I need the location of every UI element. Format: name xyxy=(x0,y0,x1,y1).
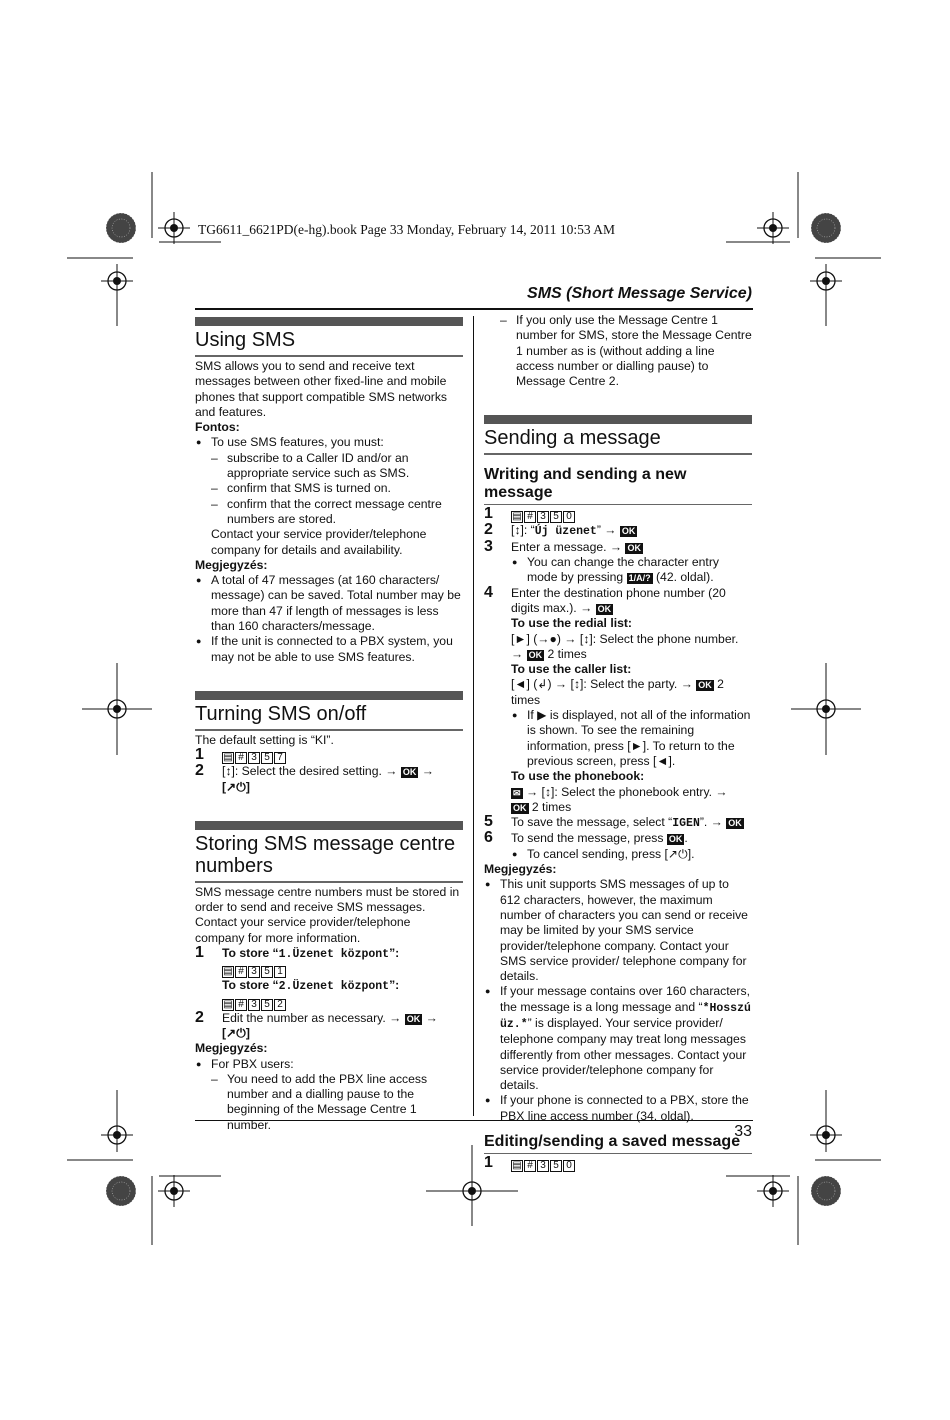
ok-key: OK xyxy=(402,767,417,778)
list-item: – subscribe to a Caller ID and/or an appropriate service such as SMS. xyxy=(195,451,463,482)
section-bar xyxy=(195,691,463,700)
column-divider xyxy=(473,316,474,1116)
step: 1 ▤ # 3 5 7 xyxy=(195,748,463,764)
left-column xyxy=(195,317,463,1133)
contact-text: Contact your service provider/telephone company for details and availability. xyxy=(211,527,427,557)
menu-icon: ▤ xyxy=(223,966,233,978)
list-item: ● If your message contains over 160 characters, the message is a long message and “*Hosszú üz.*” is displayed. Your service provider/ telephone company may treat long messages differently from other messages. Contact your service provider/telephone company for details. xyxy=(484,984,752,1093)
list-item: ● This unit supports SMS messages of up to 612 characters, however, the maximum number of characters you can send or receive may be limited by your SMS service provider/telephone company. Contact your SMS service provider/ telephone company for details. xyxy=(484,877,752,984)
registration-star-icon xyxy=(106,213,136,243)
running-head: SMS (Short Message Service) xyxy=(527,285,752,302)
important-label: Fontos: xyxy=(195,420,240,435)
step: 2 Edit the number as necessary. → OK → [↗⏻] xyxy=(195,1008,438,1040)
default-text: The default setting is “KI”. xyxy=(195,732,334,747)
redial-text: [►] (→●) → [↕]: Select the phone number. → OK 2 times xyxy=(511,631,739,661)
char-mode-key: 1/A/? xyxy=(628,573,651,584)
registration-star-icon xyxy=(106,1176,136,1206)
top-rule xyxy=(195,308,753,310)
registration-cross-icon xyxy=(757,1175,789,1207)
caller-label: To use the caller list: xyxy=(511,662,632,677)
ok-key: OK xyxy=(621,526,636,537)
menu-icon: ▤ xyxy=(223,998,233,1010)
list-item: ● To use SMS features, you must: xyxy=(195,435,463,450)
registration-star-icon xyxy=(811,1176,841,1206)
list-item: ● To cancel sending, press [↗⏻]. xyxy=(484,847,752,862)
step: 5 To save the message, select “IGEN”. → OK xyxy=(484,813,742,831)
redial-label: To use the redial list: xyxy=(511,616,632,631)
file-header: TG6611_6621PD(e-hg).book Page 33 Monday, February 14, 2011 10:53 AM xyxy=(198,222,615,237)
right-column xyxy=(484,313,752,1172)
step: 2 [↕]: Select the desired setting. → OK → [↗⏻] xyxy=(195,762,434,794)
ok-key: OK xyxy=(668,834,683,845)
ok-key: OK xyxy=(728,818,742,829)
list-item: ● If your phone is connected to a PBX, store the PBX line access number (34. oldal). xyxy=(484,1093,752,1124)
list-item: – If you only use the Message Centre 1 number for SMS, store the Message Centre 1 number as is (without adding a line access number or dialling pause) to Message Centre 2. xyxy=(484,313,752,389)
phonebook-text: ✉ → [↕]: Select the phonebook entry. → OK 2 times xyxy=(513,784,728,814)
step: 1 ▤ # 3 5 0 xyxy=(484,507,752,523)
step: 1 ▤ # 3 5 0 xyxy=(484,1156,752,1172)
step: 6 To send the message, press OK . xyxy=(484,829,688,847)
phonebook-icon: ✉ xyxy=(513,787,521,798)
ok-key: OK xyxy=(698,680,712,691)
section-bar xyxy=(484,415,752,424)
subsection-title: Writing and sending a new message xyxy=(484,466,752,505)
off-key: [↗⏻] xyxy=(222,1025,250,1040)
registration-cross-icon xyxy=(158,1175,190,1207)
step: 2 [↕]: “Új üzenet” → OK xyxy=(484,521,636,539)
list-item: ● You can change the character entry mode by pressing 1/A/? (42. oldal). xyxy=(484,555,752,586)
intro-text: SMS allows you to send and receive text messages between other fixed-line and mobile phones that support compatible SMS networks and features. xyxy=(195,359,448,419)
registration-star-icon xyxy=(811,213,841,243)
intro-text: SMS message centre numbers must be stored in order to send and receive SMS messages. Contact your service provider/telephone company for more information. xyxy=(195,884,460,945)
list-item: – You need to add the PBX line access number and a dialling pause to the beginning of the Message Centre 1 number. xyxy=(195,1072,463,1133)
section-bar xyxy=(195,821,463,830)
registration-cross-icon xyxy=(158,212,190,244)
section-title-using-sms: Using SMS xyxy=(195,329,463,357)
section-title-turning: Turning SMS on/off xyxy=(195,703,463,731)
list-item: ● A total of 47 messages (at 160 characters/ message) can be saved. Total number may be more than 47 if length of messages is less than 160 characters/message. xyxy=(195,573,463,634)
phonebook-label: To use the phonebook: xyxy=(511,769,645,784)
list-item: ● If the unit is connected to a PBX system, you may not be able to use SMS features. xyxy=(195,634,463,665)
list-item: – confirm that SMS is turned on. xyxy=(195,481,463,496)
off-key: [↗⏻] xyxy=(222,779,250,794)
ok-key: OK xyxy=(627,542,641,553)
note-label: Megjegyzés: xyxy=(195,557,268,572)
subsection-title: Editing/sending a saved message xyxy=(484,1133,752,1154)
note-label: Megjegyzés: xyxy=(484,862,557,877)
list-item: ● For PBX users: xyxy=(195,1057,463,1072)
section-title-sending: Sending a message xyxy=(484,427,752,455)
menu-icon: ▤ xyxy=(223,752,233,764)
caller-text: [◄] (↲) → [↕]: Select the party. → OK 2 times xyxy=(511,677,724,707)
list-item: ● If ▶ is displayed, not all of the information is shown. To see the remaining information, press [►]. To return to the previous screen, press [◄]. xyxy=(484,708,752,769)
ok-key: OK xyxy=(406,1013,421,1024)
step: 4 Enter the destination phone number (20 digits max.). → OK xyxy=(484,583,726,615)
menu-icon: ▤ xyxy=(512,1160,522,1172)
ok-key: OK xyxy=(597,603,612,614)
registration-cross-icon xyxy=(757,212,789,244)
step: 3 Enter a message. → OK xyxy=(484,537,641,555)
note-label: Megjegyzés: xyxy=(195,1041,268,1056)
ok-key: OK xyxy=(513,802,527,813)
list-item: – confirm that the correct message centre numbers are stored. xyxy=(195,497,463,528)
menu-icon: ▤ xyxy=(512,511,522,523)
ok-key: OK xyxy=(528,649,543,660)
step: 1 To store “1.Üzenet központ”: ▤ # 3 5 1 To store “2.Üzenet központ”: ▤ # 3 5 2 xyxy=(195,944,400,1010)
page-number: 33 xyxy=(734,1123,752,1140)
section-bar xyxy=(195,317,463,326)
section-title-storing: Storing SMS message centre numbers xyxy=(195,833,463,883)
